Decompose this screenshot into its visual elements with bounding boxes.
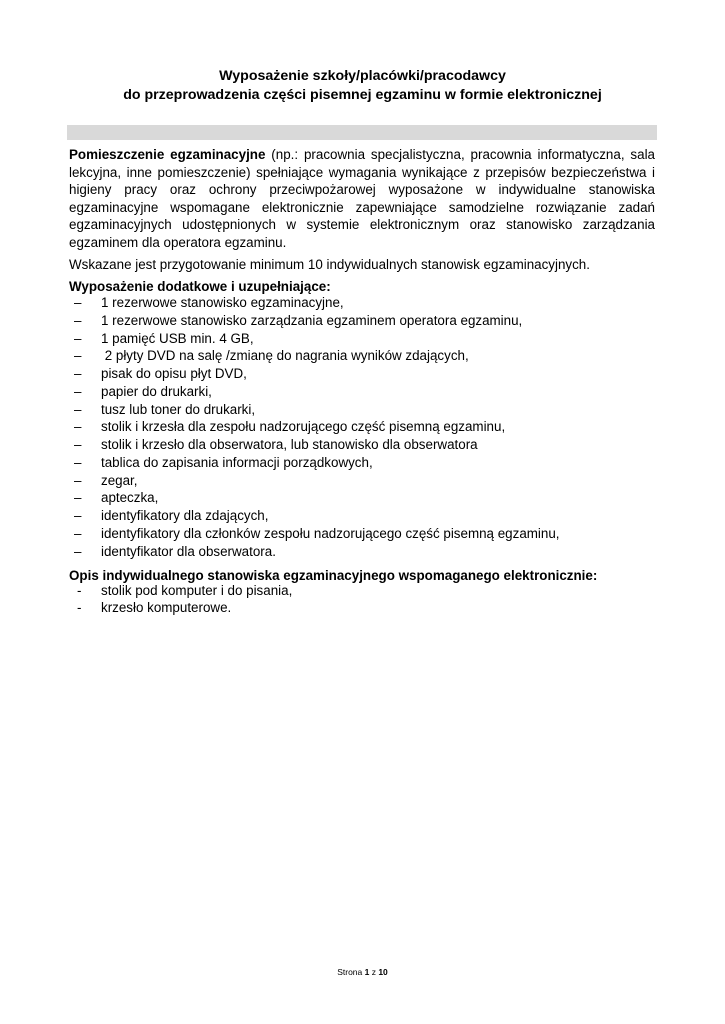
document-title xyxy=(0,67,725,105)
footer-total-pages: 10 xyxy=(378,967,388,977)
list-item-text: krzesło komputerowe. xyxy=(101,600,232,616)
section-divider-bar xyxy=(67,125,657,140)
list-item-text: 1 rezerwowe stanowisko egzaminacyjne, xyxy=(101,295,344,310)
dash-bullet: – xyxy=(74,508,82,523)
dash-bullet: - xyxy=(77,600,82,616)
title-line-1: Wyposażenie szkoły/placówki/pracodawcy xyxy=(219,68,506,84)
footer-current-page: 1 xyxy=(364,967,370,977)
list-item-text: stolik i krzesła dla zespołu nadzorującego część pisemną egzaminu, xyxy=(101,419,506,435)
list-item-text: zegar, xyxy=(101,472,138,488)
footer-separator: z xyxy=(369,967,379,977)
list-item-text: 2 płyty DVD na salę /zmianę do nagrania wyników zdających, xyxy=(101,348,469,364)
dash-bullet: - xyxy=(77,583,82,598)
list-item-text: identyfikatory dla członków zespołu nadzorującego część pisemną egzaminu, xyxy=(101,525,560,541)
station-description-heading: Opis indywidualnego stanowiska egzaminacyjnego wspomaganego elektronicznie: xyxy=(69,568,598,583)
list-item-text: tusz lub toner do drukarki, xyxy=(101,401,256,417)
dash-bullet: – xyxy=(74,472,82,488)
list-item-text: 1 rezerwowe stanowisko zarządzania egzaminem operatora egzaminu, xyxy=(101,312,523,328)
list-item-text: stolik i krzesło dla obserwatora, lub stanowisko dla obserwatora xyxy=(101,437,478,452)
dash-bullet: – xyxy=(74,366,82,381)
list-item-text: identyfikator dla obserwatora. xyxy=(101,543,276,559)
list-item-text: 1 pamięć USB min. 4 GB, xyxy=(101,330,254,346)
intro-paragraph xyxy=(69,146,655,252)
dash-bullet: – xyxy=(74,401,82,417)
dash-bullet: – xyxy=(74,330,82,346)
extra-equipment-heading: Wyposażenie dodatkowe i uzupełniające: xyxy=(69,279,331,294)
page-footer xyxy=(0,966,725,978)
dash-bullet: – xyxy=(74,383,82,399)
dash-bullet: – xyxy=(74,295,82,310)
dash-bullet: – xyxy=(74,419,82,435)
dash-bullet: – xyxy=(74,437,82,452)
footer-prefix: Strona xyxy=(337,967,365,977)
list-item-text: pisak do opisu płyt DVD, xyxy=(101,366,247,381)
recommendation-text: Wskazane jest przygotowanie minimum 10 indywidualnych stanowisk egzaminacyjnych. xyxy=(69,257,590,272)
dash-bullet: – xyxy=(74,490,82,506)
title-line-2: do przeprowadzenia części pisemnej egzaminu w formie elektronicznej xyxy=(123,87,602,103)
dash-bullet: – xyxy=(74,348,82,364)
list-item-text: stolik pod komputer i do pisania, xyxy=(101,583,293,598)
intro-text: (np.: pracownia specjalistyczna, pracownia informatyczna, sala lekcyjna, inne pomieszczenie) spełniające wymagania wynikające z przepisów bezpieczeństwa i higieny pracy oraz ochrony przeciwpożarowej wyposażone w indywidualne stanowiska egzaminacyjne wspomagane elektronicznie zapewniające samodzielne rozwiązanie zadań egzaminacyjnych udostępnionych w systemie elektronicznym oraz stanowisko zarządzania egzaminem dla operatora egzaminu. xyxy=(69,147,655,250)
dash-bullet: – xyxy=(74,525,82,541)
dash-bullet: – xyxy=(74,312,82,328)
dash-bullet: – xyxy=(74,543,82,559)
dash-bullet: – xyxy=(74,454,82,470)
list-item-text: tablica do zapisania informacji porządkowych, xyxy=(101,454,373,470)
intro-bold-term: Pomieszczenie egzaminacyjne xyxy=(69,147,266,162)
list-item-text: apteczka, xyxy=(101,490,159,506)
list-item-text: identyfikatory dla zdających, xyxy=(101,508,269,523)
list-item-text: papier do drukarki, xyxy=(101,383,212,399)
